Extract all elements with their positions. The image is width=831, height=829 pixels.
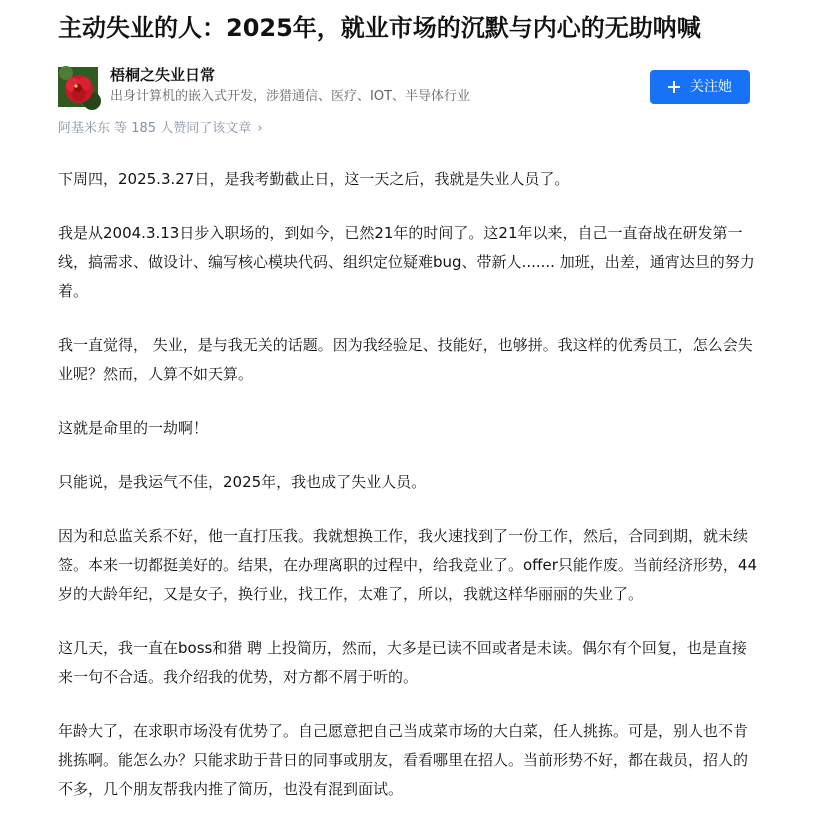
article-paragraph: 下周四，2025.3.27日，是我考勤截止日，这一天之后，我就是失业人员了。	[58, 170, 570, 188]
author-name[interactable]: 梧桐之失业日常	[110, 66, 216, 84]
article-paragraph: 因为和总监关系不好，他一直打压我。我就想换工作，我火速找到了一份工作，然后，合同到期，就未续签。本来一切都挺美好的。结果，在办理离职的过程中，给我竞业了。offer只能作废。当前经济形势，44岁的大龄年纪，又是女子，换行业，找工作，太难了，所以，我就这样华丽丽的失业了。	[58, 527, 757, 603]
author-headline: 出身计算机的嵌入式开发，涉猎通信、医疗、IOT、半导体行业	[110, 89, 471, 104]
chevron-right-icon: ›	[257, 121, 263, 136]
red-flower-avatar-icon	[58, 67, 98, 107]
article-paragraph: 我一直觉得， 失业，是与我无关的话题。因为我经验足、技能好，也够拼。我这样的优秀员工，怎么会失业呢？然而，人算不如天算。	[58, 336, 753, 383]
article-paragraph: 这几天，我一直在boss和猎 聘 上投简历，然而，大多是已读不回或者是未读。偶尔有个回复，也是直接来一句不合适。我介绍我的优势，对方都不屑于听的。	[58, 639, 747, 686]
article-body	[58, 165, 758, 829]
follow-button[interactable]	[650, 70, 750, 104]
likes-summary-link[interactable]	[58, 119, 263, 139]
article-paragraph: 这就是命里的一劫啊！	[58, 419, 209, 437]
article-paragraph: 年龄大了，在求职市场没有优势了。自己愿意把自己当成菜市场的大白菜，任人挑拣。可是，别人也不肯挑拣啊。能怎么办？只能求助于昔日的同事或朋友，看看哪里在招人。当前形势不好，都在裁员，招人的不多，几个朋友帮我内推了简历，也没有混到面试。	[58, 722, 749, 798]
plus-icon	[668, 81, 680, 93]
likes-summary-text: 阿基米东 等 185 人赞同了该文章	[58, 121, 252, 136]
article-paragraph: 只能说，是我运气不佳，2025年，我也成了失业人员。	[58, 473, 427, 491]
author-avatar[interactable]	[58, 67, 98, 107]
article-title: 主动失业的人：2025年，就业市场的沉默与内心的无助呐喊	[58, 14, 701, 42]
author-info	[58, 64, 750, 110]
follow-button-label: 关注她	[690, 79, 732, 95]
article-paragraph: 我是从2004.3.13日步入职场的，到如今，已然21年的时间了。这21年以来，自己一直奋战在研发第一线，搞需求、做设计、编写核心模块代码、组织定位疑难bug、带新人....... 加班，出差，通宵达旦的努力着。	[58, 224, 755, 300]
